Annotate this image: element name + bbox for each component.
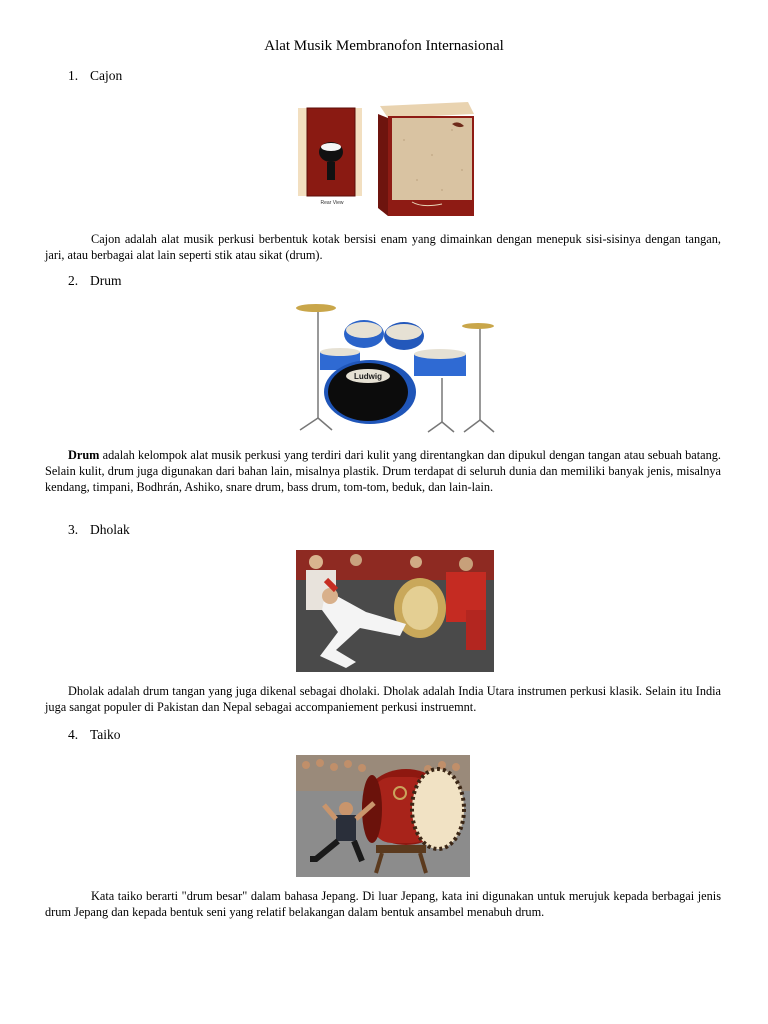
section-heading-cajon bbox=[68, 68, 122, 84]
section-text-dholak bbox=[45, 683, 721, 715]
section-name: Cajon bbox=[90, 68, 123, 83]
dholak-image bbox=[296, 550, 494, 672]
section-name: Taiko bbox=[90, 727, 121, 742]
paragraph-bold: Drum bbox=[68, 448, 100, 462]
paragraph-text: adalah kelompok alat musik perkusi yang terdiri dari kulit yang direntangkan dan dipukul dengan tangan atau sebuah batang. Selain kulit, drum juga digunakan dari bahan lain, misalnya plastik. Drum terdapat di seluruh dunia dan memiliki banyak jenis, misalnya kendang, timpani, Bodhrán, Ashiko, snare drum, bass drum, tom-tom, beduk, dan lain-lain. bbox=[45, 448, 721, 494]
section-heading-taiko bbox=[68, 727, 121, 743]
paragraph-text: Dholak adalah drum tangan yang juga dikenal sebagai dholaki. Dholak adalah India Utara instrumen perkusi klasik. Selain itu India juga sangat populer di Pakistan dan Nepal sebagai accompaniement perkusi instruemnt. bbox=[45, 684, 721, 714]
section-text-cajon bbox=[45, 231, 721, 263]
cajon-image bbox=[292, 100, 482, 218]
section-number: 1. bbox=[68, 68, 79, 83]
taiko-image bbox=[296, 755, 470, 877]
section-number: 3. bbox=[68, 522, 79, 537]
section-number: 4. bbox=[68, 727, 79, 742]
section-number: 2. bbox=[68, 273, 79, 288]
drum-image bbox=[292, 298, 498, 438]
paragraph-text: Cajon adalah alat musik perkusi berbentuk kotak bersisi enam yang dimainkan dengan menepuk sisi-sisinya dengan tangan, jari, atau berbagai alat lain seperti stik atau sikat (drum). bbox=[45, 232, 721, 262]
section-name: Dholak bbox=[90, 522, 130, 537]
section-name: Drum bbox=[90, 273, 122, 288]
section-text-taiko bbox=[45, 888, 721, 920]
section-heading-dholak bbox=[68, 522, 130, 538]
page-title: Alat Musik Membranofon Internasional bbox=[264, 38, 504, 54]
paragraph-text: Kata taiko berarti "drum besar" dalam bahasa Jepang. Di luar Jepang, kata ini digunakan untuk merujuk kepada berbagai jenis drum Jepang dan kepada bentuk seni yang relatif belakangan dalam bentuk ansambel menabuh drum. bbox=[45, 889, 721, 919]
cajon-caption: Rear View bbox=[320, 200, 344, 206]
section-text-drum bbox=[45, 447, 721, 495]
drum-brand: Ludwig bbox=[354, 372, 382, 381]
section-heading-drum bbox=[68, 273, 122, 289]
